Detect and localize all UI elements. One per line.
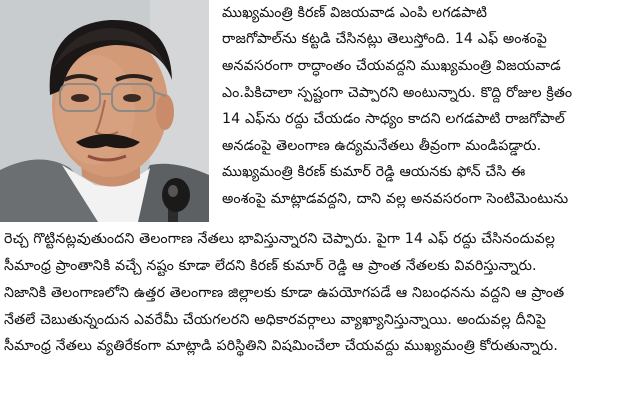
article-line: రాజగోపాల్‌ను కట్టడి చేసినట్లు తెలుస్తోంది. 14 ఎఫ్ అంశంపై <box>222 31 547 47</box>
article-line: సీమాంధ్ర నేతలు వ్యతిరేకంగా మాట్లాడి పరిస్థితిని విషమించేలా చేయవద్దు ముఖ్యమంత్రి కోరుతున్నారు. <box>4 338 558 354</box>
article-line: నిజానికి తెలంగాణలోని ఉత్తర తెలంగాణ జిల్లాలకు కూడా ఉపయోగపడే ఆ నిబంధనను వద్దని ఆ ప్రాంత <box>4 285 565 301</box>
article-line: రెచ్చ గొట్టినట్లవుతుందని తెలంగాణ నేతలు భావిస్తున్నారని చెప్పారు. పైగా 14 ఎఫ్ రద్దు చేసినందువల్ల <box>4 231 556 247</box>
article-line: అనవసరంగా రాద్ధాంతం చేయవద్దని ముఖ్యమంత్రి విజయవాడ <box>222 58 561 74</box>
portrait-illustration <box>0 0 209 222</box>
article-line: ముఖ్యమంత్రి కిరణ్ కుమార్ రెడ్డి ఆయనకు ఫోన్ చేసి ఈ <box>222 164 526 180</box>
article-line: అంశంపై మాట్లాడవద్దని, దాని వల్ల అనవసరంగా సెంటిమెంటును <box>222 191 569 207</box>
article-line: నేతలే చెబుతున్నందున ఎవరేమీ చేయగలరని అధికారవర్గాలు వ్యాఖ్యానిస్తున్నాయి. అందువల్ల దీనిపై <box>4 312 547 328</box>
portrait-photo <box>0 0 209 222</box>
article-line: 14 ఎఫ్‌ను రద్దు చేయడం సాధ్యం కాదని లగడపాటి రాజగోపాల్ <box>222 111 566 127</box>
article-line: అనడంపై తెలంగాణ ఉద్యమనేతలు తీవ్రంగా మండిపడ్డారు. <box>222 138 542 154</box>
article-line: సీమాంధ్ర ప్రాంతానికి వచ్చే నష్టం కూడా లేదని కిరణ్ కుమార్ రెడ్డి ఆ ప్రాంత నేతలకు వివరిస్తున్నారు. <box>4 258 537 274</box>
article-line: ముఖ్యమంత్రి కిరణ్ విజయవాడ ఎంపి లగడపాటి <box>222 5 488 21</box>
article-line: ఎం.పికిచాలా స్పష్టంగా చెప్పారని అంటున్నారు. కొద్ది రోజుల క్రితం <box>222 85 573 101</box>
